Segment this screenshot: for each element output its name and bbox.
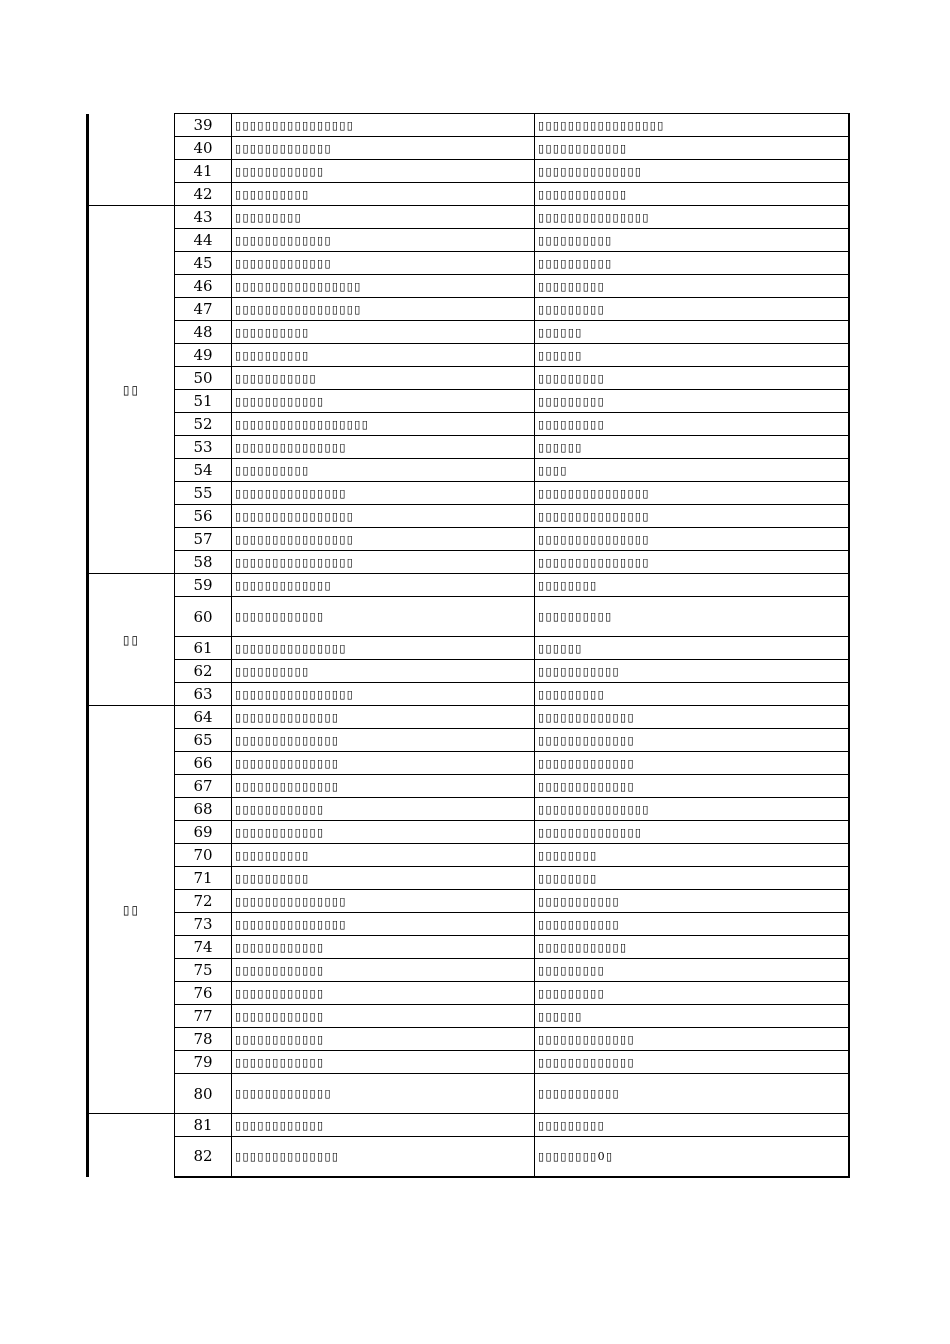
item-text: ▯▯▯▯▯▯▯▯▯▯▯▯	[232, 1114, 535, 1137]
row-number: 54	[175, 459, 232, 482]
table-row	[88, 229, 849, 252]
table-row	[88, 436, 849, 459]
row-number: 69	[175, 821, 232, 844]
result-text: ▯▯▯▯▯▯	[535, 637, 849, 660]
row-number: 52	[175, 413, 232, 436]
row-number: 56	[175, 505, 232, 528]
row-number: 49	[175, 344, 232, 367]
table-row	[88, 321, 849, 344]
row-number: 57	[175, 528, 232, 551]
row-number: 67	[175, 775, 232, 798]
result-text: ▯▯▯▯▯▯▯▯▯▯▯▯▯▯	[535, 160, 849, 183]
table-row	[88, 752, 849, 775]
result-text: ▯▯▯▯▯▯▯▯▯▯	[535, 597, 849, 637]
row-number: 64	[175, 706, 232, 729]
row-number: 44	[175, 229, 232, 252]
item-text: ▯▯▯▯▯▯▯▯▯▯▯▯	[232, 936, 535, 959]
result-text: ▯▯▯▯▯▯▯▯▯▯▯▯▯▯▯	[535, 206, 849, 229]
table-row	[88, 482, 849, 505]
row-number: 46	[175, 275, 232, 298]
item-text: ▯▯▯▯▯▯▯▯▯▯▯▯▯▯	[232, 706, 535, 729]
row-number: 61	[175, 637, 232, 660]
result-text: ▯▯▯▯▯▯	[535, 436, 849, 459]
result-text: ▯▯▯▯▯▯▯▯▯▯▯	[535, 1074, 849, 1114]
result-text: ▯▯▯▯▯▯▯▯▯▯▯	[535, 890, 849, 913]
item-text: ▯▯▯▯▯▯▯▯▯▯▯▯▯▯▯	[232, 890, 535, 913]
table-row	[88, 1051, 849, 1074]
row-number: 80	[175, 1074, 232, 1114]
table-row	[88, 729, 849, 752]
table-row	[88, 574, 849, 597]
row-number: 77	[175, 1005, 232, 1028]
row-number: 45	[175, 252, 232, 275]
table-row	[88, 867, 849, 890]
result-text: ▯▯▯▯▯▯▯▯▯▯▯▯▯	[535, 1051, 849, 1074]
row-number: 51	[175, 390, 232, 413]
table-row	[88, 775, 849, 798]
item-text: ▯▯▯▯▯▯▯▯▯▯▯▯▯	[232, 1074, 535, 1114]
result-text: ▯▯▯▯▯▯▯▯▯▯	[535, 229, 849, 252]
result-text: ▯▯▯▯▯▯	[535, 1005, 849, 1028]
table-row	[88, 1028, 849, 1051]
result-text: ▯▯▯▯▯▯▯▯▯▯▯▯▯	[535, 706, 849, 729]
result-text: ▯▯▯▯▯▯▯▯▯	[535, 959, 849, 982]
item-text: ▯▯▯▯▯▯▯▯▯▯▯	[232, 367, 535, 390]
table-row	[88, 367, 849, 390]
result-text: ▯▯▯▯▯▯▯▯▯▯▯▯▯▯▯	[535, 505, 849, 528]
row-number: 81	[175, 1114, 232, 1137]
row-number: 82	[175, 1137, 232, 1177]
item-text: ▯▯▯▯▯▯▯▯▯▯▯▯	[232, 821, 535, 844]
item-text: ▯▯▯▯▯▯▯▯▯▯▯▯	[232, 982, 535, 1005]
inspection-table-page	[86, 113, 847, 1193]
table-row	[88, 528, 849, 551]
result-text: ▯▯▯▯▯▯▯▯▯▯▯	[535, 660, 849, 683]
table-row	[88, 844, 849, 867]
table-row	[88, 683, 849, 706]
table-row	[88, 1137, 849, 1177]
table-row	[88, 660, 849, 683]
item-text: ▯▯▯▯▯▯▯▯▯▯▯▯▯▯▯	[232, 482, 535, 505]
row-number: 78	[175, 1028, 232, 1051]
item-text: ▯▯▯▯▯▯▯▯▯▯▯▯▯▯▯▯▯	[232, 275, 535, 298]
row-number: 39	[175, 114, 232, 137]
row-number: 74	[175, 936, 232, 959]
table-row	[88, 183, 849, 206]
table-row	[88, 637, 849, 660]
item-text: ▯▯▯▯▯▯▯▯▯▯▯▯	[232, 1051, 535, 1074]
table-row	[88, 551, 849, 574]
result-text: ▯▯▯▯▯▯▯▯▯▯▯▯▯▯	[535, 821, 849, 844]
row-number: 76	[175, 982, 232, 1005]
group-label	[88, 1114, 175, 1177]
result-text: ▯▯▯▯▯▯▯▯▯▯▯	[535, 913, 849, 936]
item-text: ▯▯▯▯▯▯▯▯▯▯▯▯	[232, 798, 535, 821]
item-text: ▯▯▯▯▯▯▯▯▯▯▯▯▯▯▯▯	[232, 528, 535, 551]
row-number: 62	[175, 660, 232, 683]
result-text: ▯▯▯▯▯▯▯▯▯▯▯▯	[535, 183, 849, 206]
result-text: ▯▯▯▯▯▯▯▯▯	[535, 390, 849, 413]
item-text: ▯▯▯▯▯▯▯▯▯▯▯▯	[232, 390, 535, 413]
result-text: ▯▯▯▯▯▯▯▯▯▯▯▯▯▯▯	[535, 528, 849, 551]
table-row	[88, 936, 849, 959]
result-text: ▯▯▯▯▯▯▯▯▯▯▯▯▯	[535, 752, 849, 775]
group-label: ▯▯	[88, 574, 175, 706]
table-row	[88, 252, 849, 275]
result-text: ▯▯▯▯▯▯▯▯0▯	[535, 1137, 849, 1177]
row-number: 48	[175, 321, 232, 344]
row-number: 42	[175, 183, 232, 206]
item-text: ▯▯▯▯▯▯▯▯▯	[232, 206, 535, 229]
row-number: 72	[175, 890, 232, 913]
table-row	[88, 706, 849, 729]
result-text: ▯▯▯▯▯▯▯▯▯▯	[535, 252, 849, 275]
result-text: ▯▯▯▯▯▯▯▯▯▯▯▯▯▯▯▯▯	[535, 114, 849, 137]
result-text: ▯▯▯▯▯▯▯▯▯▯▯▯	[535, 936, 849, 959]
group-label: ▯▯	[88, 206, 175, 574]
item-text: ▯▯▯▯▯▯▯▯▯▯▯▯	[232, 160, 535, 183]
table-row	[88, 959, 849, 982]
item-text: ▯▯▯▯▯▯▯▯▯▯▯▯▯▯▯▯▯	[232, 298, 535, 321]
item-text: ▯▯▯▯▯▯▯▯▯▯▯▯	[232, 959, 535, 982]
result-text: ▯▯▯▯▯▯▯▯▯▯▯▯▯▯▯	[535, 482, 849, 505]
table-row	[88, 206, 849, 229]
table-row	[88, 298, 849, 321]
table-row	[88, 390, 849, 413]
item-text: ▯▯▯▯▯▯▯▯▯▯▯▯▯▯	[232, 752, 535, 775]
item-text: ▯▯▯▯▯▯▯▯▯▯	[232, 459, 535, 482]
item-text: ▯▯▯▯▯▯▯▯▯▯▯▯▯▯▯	[232, 637, 535, 660]
result-text: ▯▯▯▯▯▯▯▯▯	[535, 982, 849, 1005]
row-number: 73	[175, 913, 232, 936]
item-text: ▯▯▯▯▯▯▯▯▯▯	[232, 844, 535, 867]
result-text: ▯▯▯▯▯▯▯▯	[535, 574, 849, 597]
result-text: ▯▯▯▯▯▯▯▯▯	[535, 367, 849, 390]
result-text: ▯▯▯▯▯▯▯▯▯	[535, 298, 849, 321]
table-row	[88, 344, 849, 367]
item-text: ▯▯▯▯▯▯▯▯▯▯▯▯▯	[232, 137, 535, 160]
result-text: ▯▯▯▯▯▯	[535, 321, 849, 344]
item-text: ▯▯▯▯▯▯▯▯▯▯▯▯▯▯▯▯▯▯	[232, 413, 535, 436]
row-number: 53	[175, 436, 232, 459]
row-number: 40	[175, 137, 232, 160]
table-row	[88, 114, 849, 137]
table-row	[88, 505, 849, 528]
group-label	[88, 114, 175, 206]
table-row	[88, 597, 849, 637]
table-row	[88, 160, 849, 183]
table-row	[88, 982, 849, 1005]
item-text: ▯▯▯▯▯▯▯▯▯▯▯▯▯	[232, 229, 535, 252]
item-text: ▯▯▯▯▯▯▯▯▯▯▯▯	[232, 1028, 535, 1051]
row-number: 59	[175, 574, 232, 597]
table-row	[88, 798, 849, 821]
item-text: ▯▯▯▯▯▯▯▯▯▯▯▯▯▯	[232, 729, 535, 752]
item-text: ▯▯▯▯▯▯▯▯▯▯	[232, 321, 535, 344]
item-text: ▯▯▯▯▯▯▯▯▯▯▯▯▯▯▯▯	[232, 114, 535, 137]
result-text: ▯▯▯▯▯▯	[535, 344, 849, 367]
row-number: 41	[175, 160, 232, 183]
result-text: ▯▯▯▯▯▯▯▯▯▯▯▯▯	[535, 1028, 849, 1051]
result-text: ▯▯▯▯▯▯▯▯▯	[535, 1114, 849, 1137]
result-text: ▯▯▯▯▯▯▯▯	[535, 844, 849, 867]
item-text: ▯▯▯▯▯▯▯▯▯▯▯▯▯▯▯▯	[232, 551, 535, 574]
table-row	[88, 413, 849, 436]
item-text: ▯▯▯▯▯▯▯▯▯▯	[232, 344, 535, 367]
table-row	[88, 821, 849, 844]
row-number: 55	[175, 482, 232, 505]
table-row	[88, 137, 849, 160]
result-text: ▯▯▯▯▯▯▯▯▯▯▯▯▯	[535, 729, 849, 752]
table-row	[88, 275, 849, 298]
item-text: ▯▯▯▯▯▯▯▯▯▯▯▯▯	[232, 574, 535, 597]
table-body	[88, 114, 849, 1177]
table-row	[88, 459, 849, 482]
row-number: 43	[175, 206, 232, 229]
result-text: ▯▯▯▯▯▯▯▯	[535, 867, 849, 890]
item-text: ▯▯▯▯▯▯▯▯▯▯▯▯▯	[232, 252, 535, 275]
result-text: ▯▯▯▯▯▯▯▯▯▯▯▯▯▯▯	[535, 798, 849, 821]
item-text: ▯▯▯▯▯▯▯▯▯▯	[232, 183, 535, 206]
row-number: 50	[175, 367, 232, 390]
table-row	[88, 890, 849, 913]
table-row	[88, 1074, 849, 1114]
result-text: ▯▯▯▯▯▯▯▯▯	[535, 413, 849, 436]
result-text: ▯▯▯▯▯▯▯▯▯	[535, 275, 849, 298]
row-number: 66	[175, 752, 232, 775]
row-number: 75	[175, 959, 232, 982]
table-row	[88, 1005, 849, 1028]
item-text: ▯▯▯▯▯▯▯▯▯▯▯▯▯▯	[232, 775, 535, 798]
row-number: 58	[175, 551, 232, 574]
item-text: ▯▯▯▯▯▯▯▯▯▯▯▯	[232, 1005, 535, 1028]
row-number: 47	[175, 298, 232, 321]
item-text: ▯▯▯▯▯▯▯▯▯▯▯▯▯▯▯	[232, 436, 535, 459]
item-text: ▯▯▯▯▯▯▯▯▯▯	[232, 660, 535, 683]
table-row	[88, 913, 849, 936]
result-text: ▯▯▯▯	[535, 459, 849, 482]
item-text: ▯▯▯▯▯▯▯▯▯▯▯▯	[232, 597, 535, 637]
row-number: 70	[175, 844, 232, 867]
result-text: ▯▯▯▯▯▯▯▯▯	[535, 683, 849, 706]
item-text: ▯▯▯▯▯▯▯▯▯▯	[232, 867, 535, 890]
item-text: ▯▯▯▯▯▯▯▯▯▯▯▯▯▯▯	[232, 913, 535, 936]
result-text: ▯▯▯▯▯▯▯▯▯▯▯▯▯	[535, 775, 849, 798]
row-number: 65	[175, 729, 232, 752]
inspection-table	[86, 113, 850, 1178]
row-number: 71	[175, 867, 232, 890]
item-text: ▯▯▯▯▯▯▯▯▯▯▯▯▯▯▯▯	[232, 505, 535, 528]
result-text: ▯▯▯▯▯▯▯▯▯▯▯▯	[535, 137, 849, 160]
item-text: ▯▯▯▯▯▯▯▯▯▯▯▯▯▯▯▯	[232, 683, 535, 706]
row-number: 60	[175, 597, 232, 637]
result-text: ▯▯▯▯▯▯▯▯▯▯▯▯▯▯▯	[535, 551, 849, 574]
row-number: 68	[175, 798, 232, 821]
row-number: 79	[175, 1051, 232, 1074]
group-label: ▯▯	[88, 706, 175, 1114]
row-number: 63	[175, 683, 232, 706]
item-text: ▯▯▯▯▯▯▯▯▯▯▯▯▯▯	[232, 1137, 535, 1177]
table-row	[88, 1114, 849, 1137]
